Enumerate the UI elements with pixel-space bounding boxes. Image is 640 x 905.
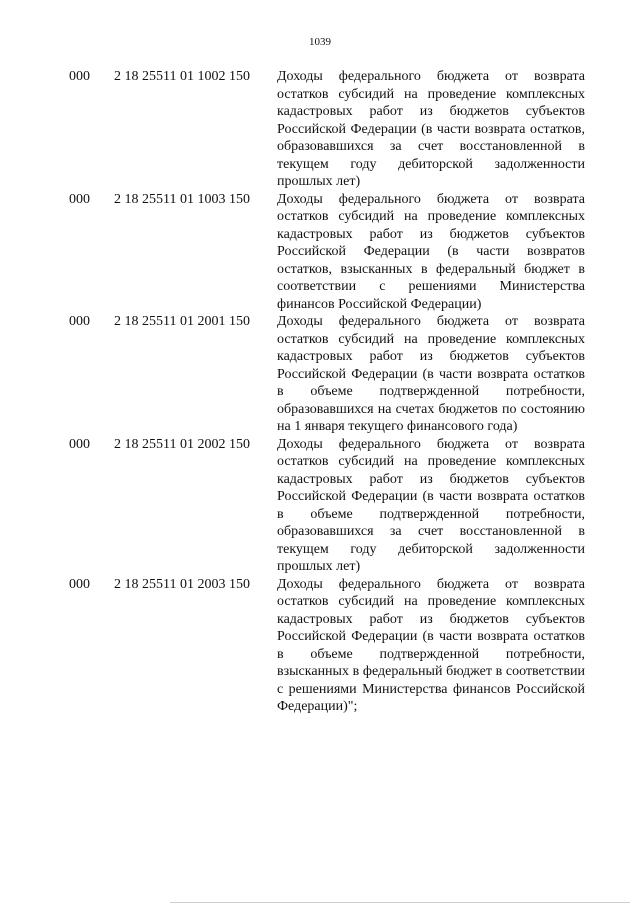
kbk-code: 2 18 25511 01 1003 150 (114, 191, 250, 207)
admin-code: 000 (69, 576, 90, 592)
row-description: Доходы федерального бюджета от возврата остатков субсидий на проведение комплексных кадастровых работ из бюджетов субъектов Российской Федерации (в части возврата остатков в объеме подтвержденной потребности, образовавшихся за счет восстановленной в текущем году дебиторской задолженности прошлых лет) (277, 436, 585, 574)
kbk-code: 2 18 25511 01 1002 150 (114, 69, 250, 84)
row-description: Доходы федерального бюджета от возврата остатков субсидий на проведение комплексных кадастровых работ из бюджетов субъектов Российской Федерации (в части возврата остатков в объеме подтвержденной потребности, взысканных в федеральный бюджет в соответствии с решениями Министерства финансов Российской Федерации)"; (277, 576, 585, 714)
page-number: 1039 (309, 36, 331, 48)
table-row (0, 313, 640, 436)
table-row (0, 436, 640, 576)
row-description: Доходы федерального бюджета от возврата остатков субсидий на проведение комплексных кадастровых работ из бюджетов субъектов Российской Федерации (в части возвратов остатков, взысканных в федеральный бюджет в соответствии с решениями Министерства финансов Российской Федерации) (277, 191, 585, 312)
kbk-code: 2 18 25511 01 2001 150 (114, 314, 250, 329)
admin-code: 000 (69, 436, 90, 452)
kbk-code: 2 18 25511 01 2003 150 (114, 576, 250, 592)
table-row (0, 576, 640, 716)
admin-code: 000 (69, 191, 90, 207)
kbk-code: 2 18 25511 01 2002 150 (114, 436, 250, 452)
scan-edge-line (170, 902, 630, 903)
table-row (0, 68, 640, 191)
admin-code: 000 (69, 69, 90, 84)
admin-code: 000 (69, 314, 90, 329)
row-description: Доходы федерального бюджета от возврата остатков субсидий на проведение комплексных кадастровых работ из бюджетов субъектов Российской Федерации (в части возврата остатков, образовавшихся за счет восстановленной в текущем году дебиторской задолженности прошлых лет) (277, 69, 585, 189)
table-row (0, 191, 640, 314)
classification-table (0, 68, 640, 716)
row-description: Доходы федерального бюджета от возврата остатков субсидий на проведение комплексных кадастровых работ из бюджетов субъектов Российской Федерации (в части возврата остатков в объеме подтвержденной потребности, образовавшихся на счетах бюджетов по состоянию на 1 января текущего финансового года) (277, 314, 585, 434)
